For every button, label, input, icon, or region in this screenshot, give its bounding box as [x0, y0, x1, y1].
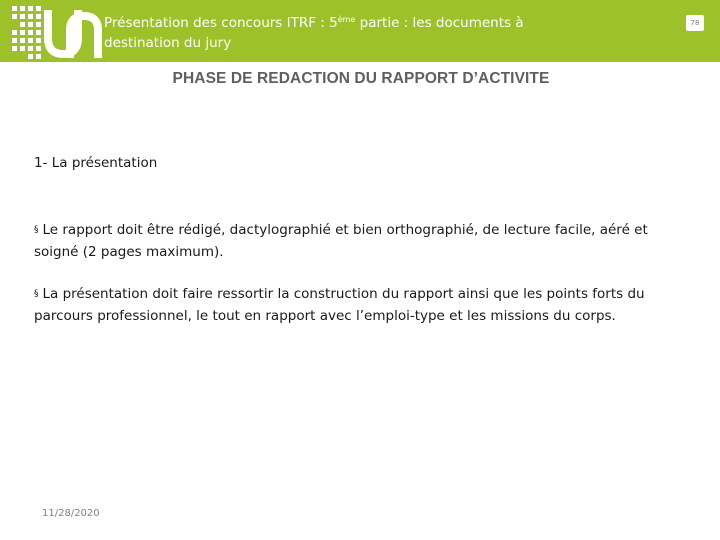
bullet-item [34, 219, 694, 263]
header-bar [0, 0, 720, 62]
footer-date: 11/28/2020 [42, 508, 100, 519]
section-heading: 1- La présentation [34, 155, 158, 171]
bullet-marker: § [34, 289, 39, 299]
bullet-item [34, 283, 694, 327]
bullet-text: Le rapport doit être rédigé, dactylographié et bien orthographié, de lecture facile, aéré et soigné (2 pages maximum). [34, 222, 648, 260]
bullet-text: La présentation doit faire ressortir la construction du rapport ainsi que les points forts du parcours professionnel, le tout en rapport avec l’emploi-type et les missions du corps. [34, 286, 645, 324]
header-title-superscript: ème [337, 15, 356, 24]
bullet-marker: § [34, 225, 39, 235]
logo-dot-grid [12, 6, 41, 59]
page-number: 78 [686, 15, 704, 31]
header-title-part1: Présentation des concours ITRF : 5 [104, 15, 338, 31]
header-title [104, 13, 574, 53]
university-logo [8, 4, 102, 60]
slide-title: PHASE DE REDACTION DU RAPPORT D’ACTIVITE [172, 70, 550, 87]
header-title-part2: partie : les documents à destination du jury [104, 15, 524, 51]
